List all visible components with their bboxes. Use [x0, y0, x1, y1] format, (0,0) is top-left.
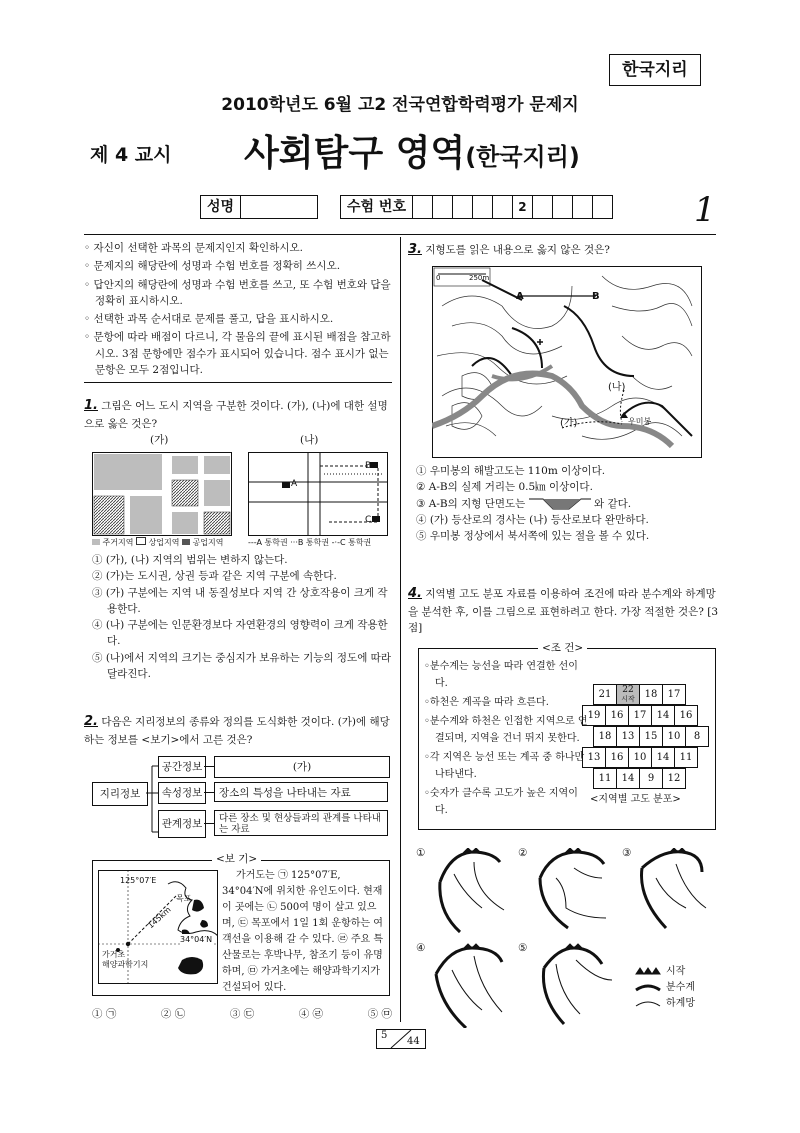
option-5-diagram: [543, 944, 612, 1024]
q2-def-spatial: (가): [214, 756, 390, 778]
q2-choices: [92, 1006, 392, 1022]
footer-total: 44: [407, 1036, 420, 1047]
option-2-diagram: [540, 848, 606, 928]
grid-cell: 21: [594, 685, 617, 705]
instruction-item: ◦ 답안지의 해당란에 성명과 수험 번호를 쓰고, 또 수험 번호와 답을 정확히 표시하시오.: [84, 278, 391, 307]
q4-legend: [666, 964, 695, 1012]
q4-conditions: [424, 658, 588, 821]
q1-map-label-b: B: [365, 461, 372, 471]
q3-choice-1[interactable]: ① 우미봉의 해발고도는 110m 이상이다.: [416, 465, 606, 477]
grid-cell-start: 22 시작: [617, 685, 640, 705]
q2-choice-4[interactable]: ④ ㉣: [298, 1008, 324, 1020]
q3-stem: [408, 240, 718, 260]
q1-choice-3[interactable]: ③ (가) 구분에는 지역 내 동질성보다 지역 간 상호작용이 크게 작용한다.: [92, 586, 388, 615]
q2-stem: [84, 712, 392, 748]
option-1-diagram: [440, 848, 504, 932]
page-big-number: 1: [694, 190, 716, 230]
q1-choice-1[interactable]: ① (가), (나) 지역의 범위는 변하지 않는다.: [92, 554, 288, 566]
exam-number-cell[interactable]: [593, 196, 612, 218]
q1-label-ga: (가): [150, 434, 169, 446]
q4-option-4-label[interactable]: ④: [416, 942, 426, 954]
grid-cell: 17: [663, 685, 686, 705]
q2-root-box: 지리정보: [92, 782, 148, 806]
q2-choice-5[interactable]: ⑤ ㉤: [367, 1008, 392, 1020]
grid-cell: 17: [629, 706, 652, 726]
area-title-main: 사회탐구 영역: [244, 133, 466, 174]
q2-def-relation: 다른 장소 및 현상들과의 관계를 나타내는 자료: [214, 810, 388, 836]
q2-map-mokpo: 목포: [176, 894, 192, 903]
instruction-item: ◦ 선택한 과목 순서대로 문제를 풀고, 답을 표시하시오.: [84, 313, 334, 326]
q2-type-attribute: 속성정보: [158, 782, 206, 804]
grid-cell: 19: [583, 706, 606, 726]
grid-cell: 11: [594, 769, 617, 789]
q3-map-label-a: A: [516, 291, 524, 302]
q2-choice-1[interactable]: ① ㉠: [92, 1008, 117, 1020]
q1-map-ga: [92, 452, 232, 536]
q3-choice-4[interactable]: ④ (가) 등산로의 경사는 (나) 등산로보다 완만하다.: [416, 513, 649, 526]
q2-map-lon: 125°07′E: [120, 876, 157, 885]
column-divider: [400, 237, 401, 1022]
instructions: [84, 240, 392, 380]
exam-number-cell[interactable]: [413, 196, 433, 218]
q4-number: 4.: [408, 586, 422, 601]
exam-title: 2010학년도 6월 고2 전국연합학력평가 문제지: [221, 95, 579, 115]
grid-cell: 15: [640, 727, 663, 747]
grid-cell: 14: [617, 769, 640, 789]
q1-text: 그림은 어느 도시 지역을 구분한 것이다. (가), (나)에 대한 설명으로 옳은 것은?: [84, 400, 388, 431]
exam-number-cell[interactable]: [453, 196, 473, 218]
exam-number-cell[interactable]: [553, 196, 573, 218]
instructions-rule: [84, 382, 392, 383]
q3-text: 지형도를 읽은 내용으로 옳지 않은 것은?: [425, 244, 610, 256]
grid-cell: 10: [663, 727, 686, 747]
q4-option-2-label[interactable]: ②: [518, 847, 528, 859]
grid-cell: 16: [675, 706, 698, 726]
exam-number-cell[interactable]: [493, 196, 513, 218]
q2-map-island: 가거초 해양과학기지: [102, 950, 149, 969]
q3-map-label-ga: (가): [560, 418, 578, 429]
q4-option-5-label[interactable]: ⑤: [518, 942, 528, 954]
q4-condition-item: ◦분수계와 하천은 인접한 지역으로 연결되며, 지역을 건너 뛰지 못한다.: [424, 716, 588, 744]
grid-cell: 16: [606, 706, 629, 726]
grid-cell: 11: [675, 748, 698, 768]
q2-type-spatial: 공간정보: [158, 756, 206, 778]
instruction-item: ◦ 자신이 선택한 과목의 문제지인지 확인하시오.: [84, 242, 303, 254]
q2-choice-3[interactable]: ③ ㉢: [229, 1008, 255, 1020]
q2-bogi-text: 가거도는 ㉠ 125°07′E, 34°04′N에 위치한 유인도이다. 현재 이 곳에는 ㉡ 500여 명이 살고 있으며, ㉢ 목포에서 1일 1회 운항하는 여객선을 이용해 갈 수 있다. ㉣ 주요 특산물로는 후박나무, 참조기 등이 유명하며, ㉤ 가거초에는 해양과학기지가 건설되어 있다.: [222, 870, 384, 993]
q1-stem: [84, 396, 392, 432]
period-label: 제 4 교시: [90, 144, 172, 166]
grid-cell: 9: [640, 769, 663, 789]
exam-number-box[interactable]: [340, 195, 613, 219]
area-title-sub: (한국지리): [465, 143, 580, 171]
exam-number-cell[interactable]: [433, 196, 453, 218]
name-box[interactable]: [200, 195, 318, 219]
header-rule: [84, 234, 716, 235]
q1-map-label-c: C: [365, 515, 372, 525]
q1-choice-4[interactable]: ④ (나) 구분에는 인문환경보다 자연환경의 영향력이 크게 작용한다.: [92, 619, 388, 648]
q2-def-attribute: 장소의 특성을 나타내는 자료: [214, 782, 388, 802]
instruction-item: ◦ 문항에 따라 배점이 다르니, 각 물음의 끝에 표시된 배점을 참고하시오. 3점 문항에만 점수가 표시되어 있습니다. 점수 표시가 없는 문항은 모두 2점입니다.: [84, 331, 391, 376]
q4-elevation-grid: [582, 684, 709, 789]
q1-number: 1.: [84, 398, 98, 413]
q4-option-1-label[interactable]: ①: [416, 847, 426, 859]
q3-map-label-b: B: [592, 291, 600, 302]
grid-cell: 13: [583, 748, 606, 768]
legend-start: 시작: [666, 966, 686, 977]
q4-grid-caption: <지역별 고도 분포>: [590, 794, 681, 805]
q3-choice-3[interactable]: ③ A-B의 지형 단면도는 와 같다.: [416, 497, 632, 510]
page-footer: [376, 1029, 426, 1049]
q2-choice-2[interactable]: ② ㉡: [160, 1008, 186, 1020]
q4-text: 지역별 고도 분포 자료를 이용하여 조건에 따라 분수계와 하계망을 분석한 후, 이를 그림으로 표현하려고 한다. 가장 적절한 것은? [3점]: [408, 588, 719, 635]
subject-badge: 한국지리: [609, 54, 701, 86]
grid-cell: 12: [663, 769, 686, 789]
connector: [204, 823, 214, 824]
grid-cell: 16: [606, 748, 629, 768]
q4-condition-item: ◦하천은 계곡을 따라 흐른다.: [424, 697, 549, 708]
q3-choice-2[interactable]: ② A-B의 실제 거리는 0.5㎞ 이상이다.: [416, 481, 593, 494]
q1-legend-left: 주거지역 상업지역 공업지역: [92, 537, 224, 549]
grid-cell: 13: [617, 727, 640, 747]
exam-number-label: 수험 번호: [341, 196, 413, 218]
exam-number-cell[interactable]: [573, 196, 593, 218]
q4-condition-item: ◦각 지역은 능선 또는 계곡 중 하나만 나타낸다.: [424, 752, 585, 780]
q2-number: 2.: [84, 714, 98, 729]
grid-cell: 14: [652, 748, 675, 768]
q1-choice-5[interactable]: ⑤ (나)에서 지역의 크기는 중심지가 보유하는 기능의 정도에 따라 달라진다.: [92, 651, 391, 680]
footer-page: 5: [381, 1030, 388, 1041]
q2-map-distance: 145km: [146, 905, 173, 931]
area-title: [244, 126, 580, 182]
q4-condition-title: <조 건>: [538, 640, 587, 656]
exam-number-cell-fixed: 2: [513, 196, 533, 218]
name-label: 성명: [201, 196, 241, 218]
q3-number: 3.: [408, 242, 422, 257]
grid-cell: 8: [686, 727, 709, 747]
option-4-diagram: [436, 944, 502, 1028]
connector: [204, 766, 214, 767]
q2-type-relation: 관계정보: [158, 810, 206, 838]
legend-divide: 분수계: [666, 982, 695, 993]
q3-choices: [416, 463, 716, 544]
q1-choice-2[interactable]: ② (가)는 도시권, 상권 등과 같은 지역 구분에 속한다.: [92, 570, 337, 583]
q2-text: 다음은 지리정보의 종류와 정의를 도식화한 것이다. (가)에 해당하는 정보를 <보기>에서 고른 것은?: [84, 716, 390, 747]
instruction-item: ◦ 문제지의 해당란에 성명과 수험 번호를 정확히 쓰시오.: [84, 260, 341, 273]
q4-condition-item: ◦숫자가 클수록 고도가 높은 지역이다.: [424, 788, 578, 816]
option-3-diagram: [642, 848, 707, 928]
q4-condition-item: ◦분수계는 능선을 따라 연결한 선이다.: [424, 661, 578, 689]
q3-profile-icon: [529, 497, 591, 511]
q1-choices: [92, 552, 392, 682]
q4-option-3-label[interactable]: ③: [622, 847, 632, 859]
q1-label-na: (나): [300, 434, 319, 446]
grid-cell: 18: [640, 685, 663, 705]
q3-map-label-na: (나): [608, 382, 626, 393]
q3-scale-0: 0: [436, 274, 441, 282]
exam-number-cell[interactable]: [533, 196, 553, 218]
name-field[interactable]: [241, 196, 317, 218]
q3-scale-250: 250m: [469, 274, 490, 282]
q2-tree-lines: [146, 760, 158, 840]
q2-map-lat: 34°04′N: [180, 934, 212, 946]
q4-stem: [408, 584, 720, 637]
grid-cell: 14: [652, 706, 675, 726]
q2-bogi-title: <보 기>: [212, 851, 261, 867]
q4-legend-icons: [636, 968, 660, 1006]
legend-river: 하계망: [666, 998, 695, 1009]
connector: [204, 792, 214, 793]
exam-number-cell[interactable]: [473, 196, 493, 218]
q3-map-label-umibong: 우미봉: [628, 417, 652, 426]
grid-cell: 10: [629, 748, 652, 768]
q1-map-label-a: A: [291, 479, 298, 489]
grid-cell: 18: [594, 727, 617, 747]
q3-choice-5[interactable]: ⑤ 우미봉 정상에서 북서쪽에 있는 절을 볼 수 있다.: [416, 530, 650, 543]
q1-legend-right: ---A 통학권 ···B 통학권 -·-C 통학권: [248, 538, 372, 547]
